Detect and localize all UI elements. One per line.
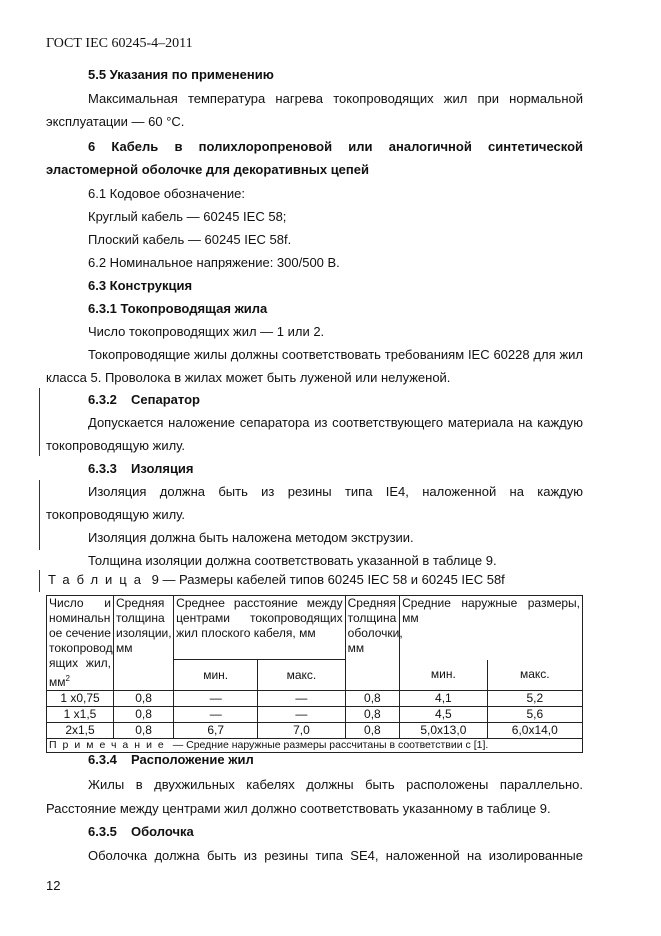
flat-cable-code: Плоский кабель — 60245 IEC 58f. bbox=[88, 232, 292, 247]
section-6-3-3-text3: Толщина изоляции должна соответствовать указанной в таблице 9. bbox=[88, 553, 497, 568]
section-6-title-line1: 6 Кабель в полихлоропреновой или аналогичной синтетической bbox=[88, 139, 583, 154]
header-max: макс. bbox=[258, 660, 345, 691]
section-6-3-title: 6.3 Конструкция bbox=[88, 278, 193, 293]
section-6-3-5-text-line1: Оболочка должна быть из резины типа SE4, наложенной на изолированные bbox=[88, 848, 583, 863]
section-6-3-4-text-line1: Жилы в двухжильных кабелях должны быть расположены параллельно. bbox=[88, 777, 583, 792]
header-outer-dimensions: Средние наружные размеры, мм bbox=[400, 596, 583, 660]
section-6-3-5-number: 6.3.5 bbox=[88, 824, 117, 839]
section-6-3-3-text2: Изоляция должна быть наложена методом экструзии. bbox=[88, 530, 414, 545]
section-6-3-3-title: Изоляция bbox=[131, 461, 194, 476]
section-6-3-5-title: Оболочка bbox=[131, 824, 194, 839]
section-6-1: 6.1 Кодовое обозначение: bbox=[88, 186, 245, 201]
table-row: 1 x1,5 0,8 — — 0,8 4,5 5,6 bbox=[47, 707, 583, 723]
header-min: мин. bbox=[174, 660, 258, 691]
header-insulation-thickness: Средняя толщина изоляции, мм bbox=[114, 596, 174, 691]
header-cores-cross-section: Число и номинальн ое сечение токопровод ящих жил, $мм^2$ bbox=[47, 596, 114, 691]
section-6-2: 6.2 Номинальное напряжение: 300/500 В. bbox=[88, 255, 340, 270]
page-header: ГОСТ IEC 60245-4–2011 bbox=[46, 36, 193, 51]
section-6-3-3-text1-line1: Изоляция должна быть из резины типа IE4, наложенной на каждую bbox=[88, 484, 583, 499]
change-bar bbox=[39, 480, 40, 550]
change-bar bbox=[39, 388, 40, 456]
table-header-row bbox=[47, 596, 583, 660]
header-core-spacing: Среднее расстояние между центрами токопроводящих жил плоского кабеля, мм bbox=[174, 596, 345, 660]
header-max: макс. bbox=[487, 660, 582, 691]
section-5-5-text-line1: Максимальная температура нагрева токопроводящих жил при нормальной bbox=[88, 91, 583, 106]
section-6-3-4-title: Расположение жил bbox=[131, 752, 254, 767]
table-note-row bbox=[47, 739, 583, 753]
table-caption-label: Таблица bbox=[48, 572, 148, 587]
change-bar bbox=[39, 570, 40, 592]
section-6-3-2-number: 6.3.2 bbox=[88, 392, 117, 407]
header-sheath-thickness: Средняя толщина оболочки, мм bbox=[345, 596, 400, 691]
section-6-3-1-text2-line2: класса 5. Проволока в жилах может быть луженой или нелуженой. bbox=[46, 370, 451, 385]
section-6-3-1-title: 6.3.1 Токопроводящая жила bbox=[88, 301, 268, 316]
table-note-label: Примечание bbox=[49, 739, 170, 751]
table-row: 1 x0,75 0,8 — — 0,8 4,1 5,2 bbox=[47, 691, 583, 707]
table-caption-text: 9 — Размеры кабелей типов 60245 IEC 58 и 60245 IEC 58f bbox=[147, 572, 505, 587]
section-6-3-4-number: 6.3.4 bbox=[88, 752, 117, 767]
table-note bbox=[47, 739, 583, 753]
section-6-3-1-text1: Число токопроводящих жил — 1 или 2. bbox=[88, 324, 325, 339]
section-5-5-title: 5.5 Указания по применению bbox=[88, 67, 274, 82]
table-note-text: — Средние наружные размеры рассчитаны в соответствии с [1]. bbox=[169, 739, 489, 751]
section-6-3-2-title: Сепаратор bbox=[131, 392, 200, 407]
table-row: 2x1,5 0,8 6,7 7,0 0,8 5,0x13,0 6,0x14,0 bbox=[47, 723, 583, 739]
section-6-3-3-number: 6.3.3 bbox=[88, 461, 117, 476]
table-9-caption bbox=[48, 572, 505, 587]
section-6-3-4-text-line2: Расстояние между центрами жил должно соответствовать указанному в таблице 9. bbox=[46, 801, 551, 816]
section-6-3-2-text-line2: токопроводящую жилу. bbox=[46, 438, 185, 453]
section-6-3-1-text2-line1: Токопроводящие жилы должны соответствовать требованиям IEC 60228 для жил bbox=[88, 347, 583, 362]
section-6-title-line2: эластомерной оболочке для декоративных цепей bbox=[46, 162, 369, 177]
header-min: мин. bbox=[400, 660, 487, 691]
round-cable-code: Круглый кабель — 60245 IEC 58; bbox=[88, 209, 287, 224]
section-6-3-2-text-line1: Допускается наложение сепаратора из соответствующего материала на каждую bbox=[88, 415, 583, 430]
table-9 bbox=[46, 595, 583, 753]
page-number: 12 bbox=[46, 878, 61, 893]
section-6-3-3-text1-line2: токопроводящую жилу. bbox=[46, 507, 185, 522]
section-5-5-text-line2: эксплуатации — 60 °C. bbox=[46, 114, 185, 129]
